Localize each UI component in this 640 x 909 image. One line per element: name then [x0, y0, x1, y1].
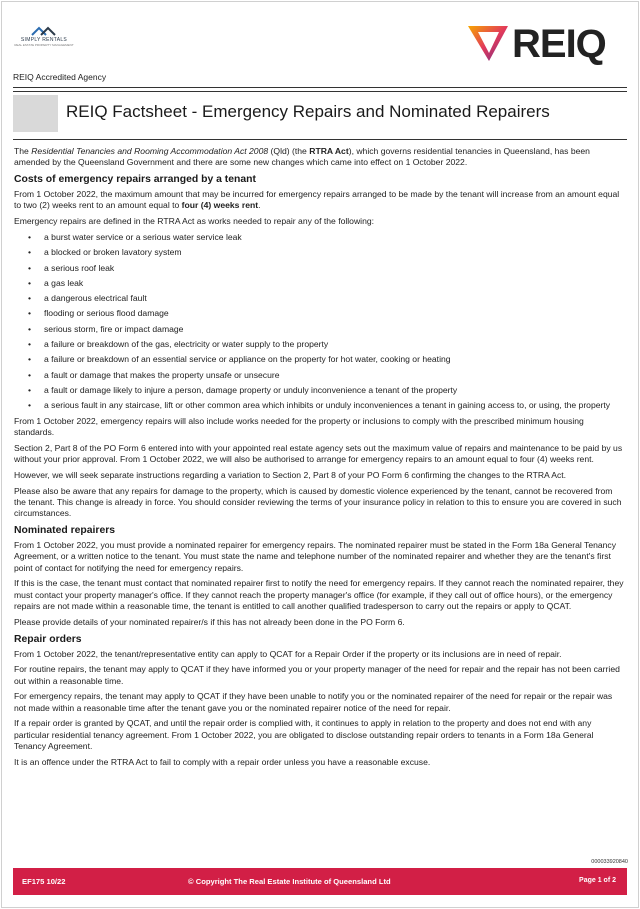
- simply-rentals-tagline: REAL ESTATE PROPERTY MANAGEMENT: [14, 43, 74, 47]
- reiq-logo: [465, 18, 631, 68]
- act-name: Residential Tenancies and Rooming Accommodation Act 2008: [31, 146, 269, 156]
- list-item: • a dangerous electrical fault: [28, 293, 147, 304]
- list-item: • a blocked or broken lavatory system: [28, 247, 182, 258]
- repair-orders-paragraph-4: If a repair order is granted by QCAT, and until the repair order is complied with, it continues to apply in relation to the property and does not end with any particular residential tenancy agreement. From 1 October 2022, you are obligated to disclose outstanding repair orders to tenants in a Form 18a General Tenancy Agreement.: [14, 718, 594, 752]
- costs-text-1a: From 1 October 2022, the maximum amount that may be incurred for emergency repairs arranged to be made by the tenant will increase from an amount equal to two (2) weeks rent to an amount equal to: [14, 189, 620, 211]
- intro-paragraph: [14, 146, 626, 169]
- simply-rentals-logo: [14, 26, 74, 48]
- list-item: • a failure or breakdown of an essential service or appliance on the property for hot water, cooking or heating: [28, 354, 451, 365]
- nominated-paragraph-2: If this is the case, the tenant must contact that nominated repairer first to notify the need for emergency repairs. If they cannot reach the nominated repairer, they must contact your property manager's office. If they cannot reach the property manager's office (for example, if they call out of office hours), or the emergency repairs are not made within a reasonable time, the tenant is entitled to call another qualified tradesperson to carry out the repairs or apply to QCAT.: [14, 578, 624, 611]
- nominated-repairers-heading: Nominated repairers: [14, 524, 116, 536]
- nominated-paragraph-1: From 1 October 2022, you must provide a nominated repairer for emergency repairs. The nominated repairer must be stated in the Form 18a General Tenancy Agreement, or a written notice to the tenant. You must state the name and telephone number of the nominated repairer and whether they are the tenant's first point of contact for notifying the need for emergency repairs.: [14, 539, 617, 573]
- costs-paragraph-2: Emergency repairs are defined in the RTRA Act as works needed to repair any of the following:: [14, 216, 375, 227]
- costs-paragraph-5: However, we will seek separate instructions regarding a variation to Section 2, Part 8 of your PO Form 6 confirming the changes to the RTRA Act.: [14, 469, 567, 480]
- costs-paragraph-1: [14, 189, 626, 212]
- form-number: EF175 10/22: [22, 877, 66, 886]
- copyright-text: © Copyright The Real Estate Institute of Queensland Ltd: [188, 877, 391, 886]
- title-rule: [13, 139, 627, 140]
- list-item: • serious storm, fire or impact damage: [28, 323, 184, 334]
- repair-orders-heading: Repair orders: [14, 633, 82, 645]
- four-weeks-rent: four (4) weeks rent: [181, 200, 259, 211]
- emergency-repairs-list: [14, 232, 626, 412]
- reiq-wordmark: REIQ: [512, 22, 606, 66]
- list-item: • a failure or breakdown of the gas, electricity or water supply to the property: [28, 339, 329, 350]
- repair-orders-paragraph-2: For routine repairs, the tenant may apply to QCAT if they have informed you or your property manager of the need for repair and the repair has not been carried out within a reasonable time.: [14, 664, 620, 686]
- costs-paragraph-4: Section 2, Part 8 of the PO Form 6 entered into with your appointed real estate agency sets out the maximum value of repairs and maintenance to be paid by us without your prior approval. From 1 October 2022, we will also be authorised to arrange for emergency repairs to an amount equal to four (4) weeks rent.: [14, 442, 623, 464]
- page-number: Page 1 of 2: [579, 877, 616, 884]
- list-item: • a fault or damage that makes the property unsafe or unsecure: [28, 369, 280, 380]
- document-code: 000033920840: [591, 859, 628, 865]
- footer-bar: [13, 868, 627, 895]
- reiq-triangle-icon: [465, 18, 511, 64]
- list-item: • a burst water service or a serious water service leak: [28, 231, 242, 242]
- repair-orders-paragraph-5: It is an offence under the RTRA Act to fail to comply with a repair order unless you have a reasonable excuse.: [14, 756, 431, 767]
- page-title: REIQ Factsheet - Emergency Repairs and Nominated Repairers: [66, 102, 550, 121]
- list-item: • a serious roof leak: [28, 262, 115, 273]
- intro-text-2: (Qld) (the: [268, 146, 310, 156]
- accredited-agency-label: REIQ Accredited Agency: [13, 72, 107, 82]
- list-item: • a serious fault in any staircase, lift or other common area which inhibits or unduly inconveniences a tenant in gaining access to, or using, the property: [28, 400, 611, 411]
- title-block: [13, 95, 627, 132]
- rtra-act-abbrev: RTRA Act: [309, 146, 349, 156]
- title-accent-box: [13, 95, 58, 132]
- list-item: • a gas leak: [28, 277, 84, 288]
- list-item: • flooding or serious flood damage: [28, 308, 169, 319]
- simply-rentals-name: SIMPLY RENTALS: [20, 37, 68, 43]
- intro-text-1: The: [14, 146, 32, 156]
- costs-paragraph-6: Please also be aware that any repairs for damage to the property, which is caused by domestic violence experienced by the tenant, cannot be recovered from the tenant. This change is already in force. You should consider reviewing the terms of your insurance policy in relation to this to ensure you are covered in such circumstances.: [14, 485, 622, 519]
- costs-text-1c: .: [258, 200, 261, 211]
- repair-orders-paragraph-3: For emergency repairs, the tenant may apply to QCAT if they have been unable to notify you or the nominated repairer of the need for repair or the repair was not made within a reasonable time after the tenant gave you or the nominated repairer notice of the need for repair.: [14, 691, 613, 713]
- repair-orders-paragraph-1: From 1 October 2022, the tenant/representative entity can apply to QCAT for a Repair Order if the property or its inclusions are in need of repair.: [14, 648, 562, 659]
- list-item: • a fault or damage likely to injure a person, damage property or unduly inconvenience a tenant of the property: [28, 384, 458, 395]
- intro-text-3: ), which governs residential tenancies in Queensland, has been amended by the Queensland Government and there are some new changes which came into effect on 1 October 2022.: [14, 146, 590, 168]
- costs-paragraph-3: From 1 October 2022, emergency repairs will also include works needed for the property or inclusions to comply with the prescribed minimum housing standards.: [14, 415, 584, 437]
- header-rule-bottom: [13, 91, 627, 92]
- costs-heading: Costs of emergency repairs arranged by a tenant: [14, 174, 256, 186]
- factsheet-body: [14, 146, 626, 773]
- nominated-paragraph-3: Please provide details of your nominated repairer/s if this has not already been done in the PO Form 6.: [14, 616, 405, 627]
- header-rule-top: [13, 87, 627, 88]
- house-roof-icon: [31, 26, 57, 36]
